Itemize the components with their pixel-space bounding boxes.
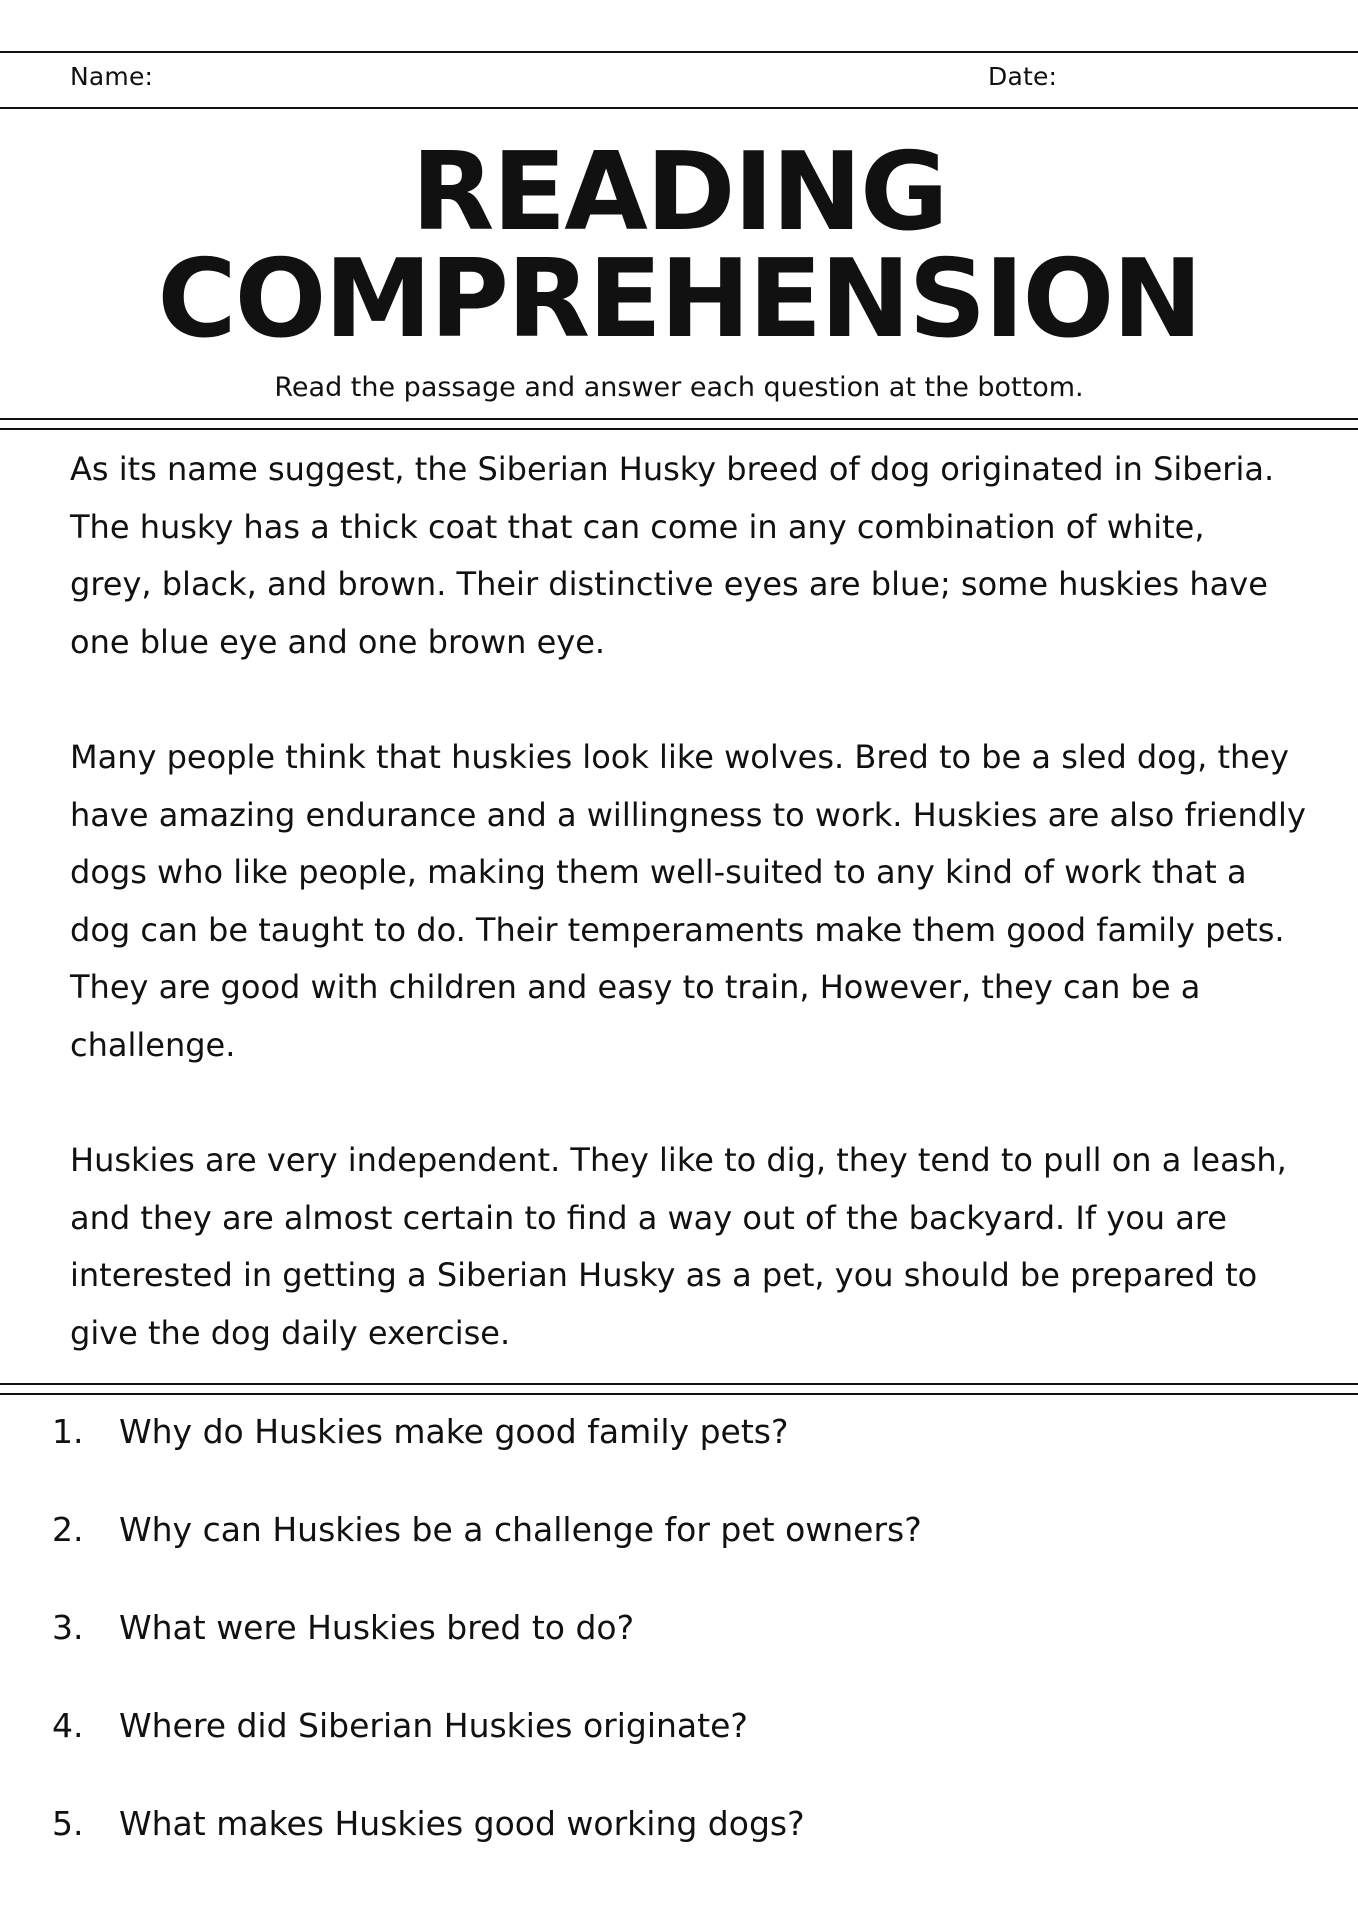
passage-line: interested in getting a Siberian Husky as a pet, you should be prepared to (70, 1256, 1258, 1294)
question-3 (52, 1603, 634, 1653)
question-number: 5. (52, 1804, 84, 1843)
passage-paragraph-2 (70, 729, 1306, 1074)
questions-top-rule-2 (0, 1393, 1358, 1395)
passage-line: Huskies are very independent. They like to dig, they tend to pull on a leash, (70, 1141, 1287, 1179)
question-text: What makes Huskies good working dogs? (119, 1804, 805, 1843)
question-text: Why do Huskies make good family pets? (119, 1412, 789, 1451)
question-text: Where did Siberian Huskies originate? (119, 1706, 748, 1745)
passage-line: Many people think that huskies look like wolves. Bred to be a sled dog, they (70, 738, 1289, 776)
question-number: 1. (52, 1412, 84, 1451)
passage-line: As its name suggest, the Siberian Husky breed of dog originated in Siberia. (70, 450, 1275, 488)
passage-line: The husky has a thick coat that can come in any combination of white, (70, 507, 1205, 546)
question-1 (52, 1407, 788, 1457)
question-number: 2. (52, 1510, 84, 1549)
question-5 (52, 1799, 805, 1849)
passage-top-rule-2 (0, 428, 1358, 430)
passage-paragraph-1 (70, 441, 1300, 671)
name-field-label: Name: (70, 62, 154, 91)
passage-line: one blue eye and one brown eye. (70, 622, 606, 661)
passage-line: have amazing endurance and a willingness to work. Huskies are also friendly (70, 795, 1306, 834)
question-number: 3. (52, 1608, 84, 1647)
question-text: What were Huskies bred to do? (119, 1608, 635, 1647)
instructions-text: Read the passage and answer each question at the bottom. (274, 372, 1084, 403)
question-text: Why can Huskies be a challenge for pet owners? (119, 1510, 922, 1549)
header-top-rule (0, 51, 1358, 53)
passage-line: and they are almost certain to find a way out of the backyard. If you are (70, 1198, 1227, 1237)
questions-top-rule-1 (0, 1383, 1358, 1385)
question-2 (52, 1505, 922, 1555)
question-4 (52, 1701, 748, 1751)
passage-line: dog can be taught to do. Their temperaments make them good family pets. (70, 910, 1285, 949)
passage-line: give the dog daily exercise. (70, 1313, 511, 1352)
question-number: 4. (52, 1706, 84, 1745)
passage-line: challenge. (70, 1025, 236, 1064)
page-title-line-1: READING (411, 130, 947, 255)
header-bottom-rule (0, 107, 1358, 109)
passage-line: dogs who like people, making them well-suited to any kind of work that a (70, 853, 1247, 891)
passage-line: They are good with children and easy to train, However, they can be a (70, 968, 1201, 1006)
page-title-line-2: COMPREHENSION (157, 237, 1201, 362)
passage-paragraph-3 (70, 1132, 1300, 1362)
passage-line: grey, black, and brown. Their distinctive eyes are blue; some huskies have (70, 565, 1268, 603)
passage-top-rule-1 (0, 418, 1358, 420)
date-field-label: Date: (988, 62, 1058, 91)
